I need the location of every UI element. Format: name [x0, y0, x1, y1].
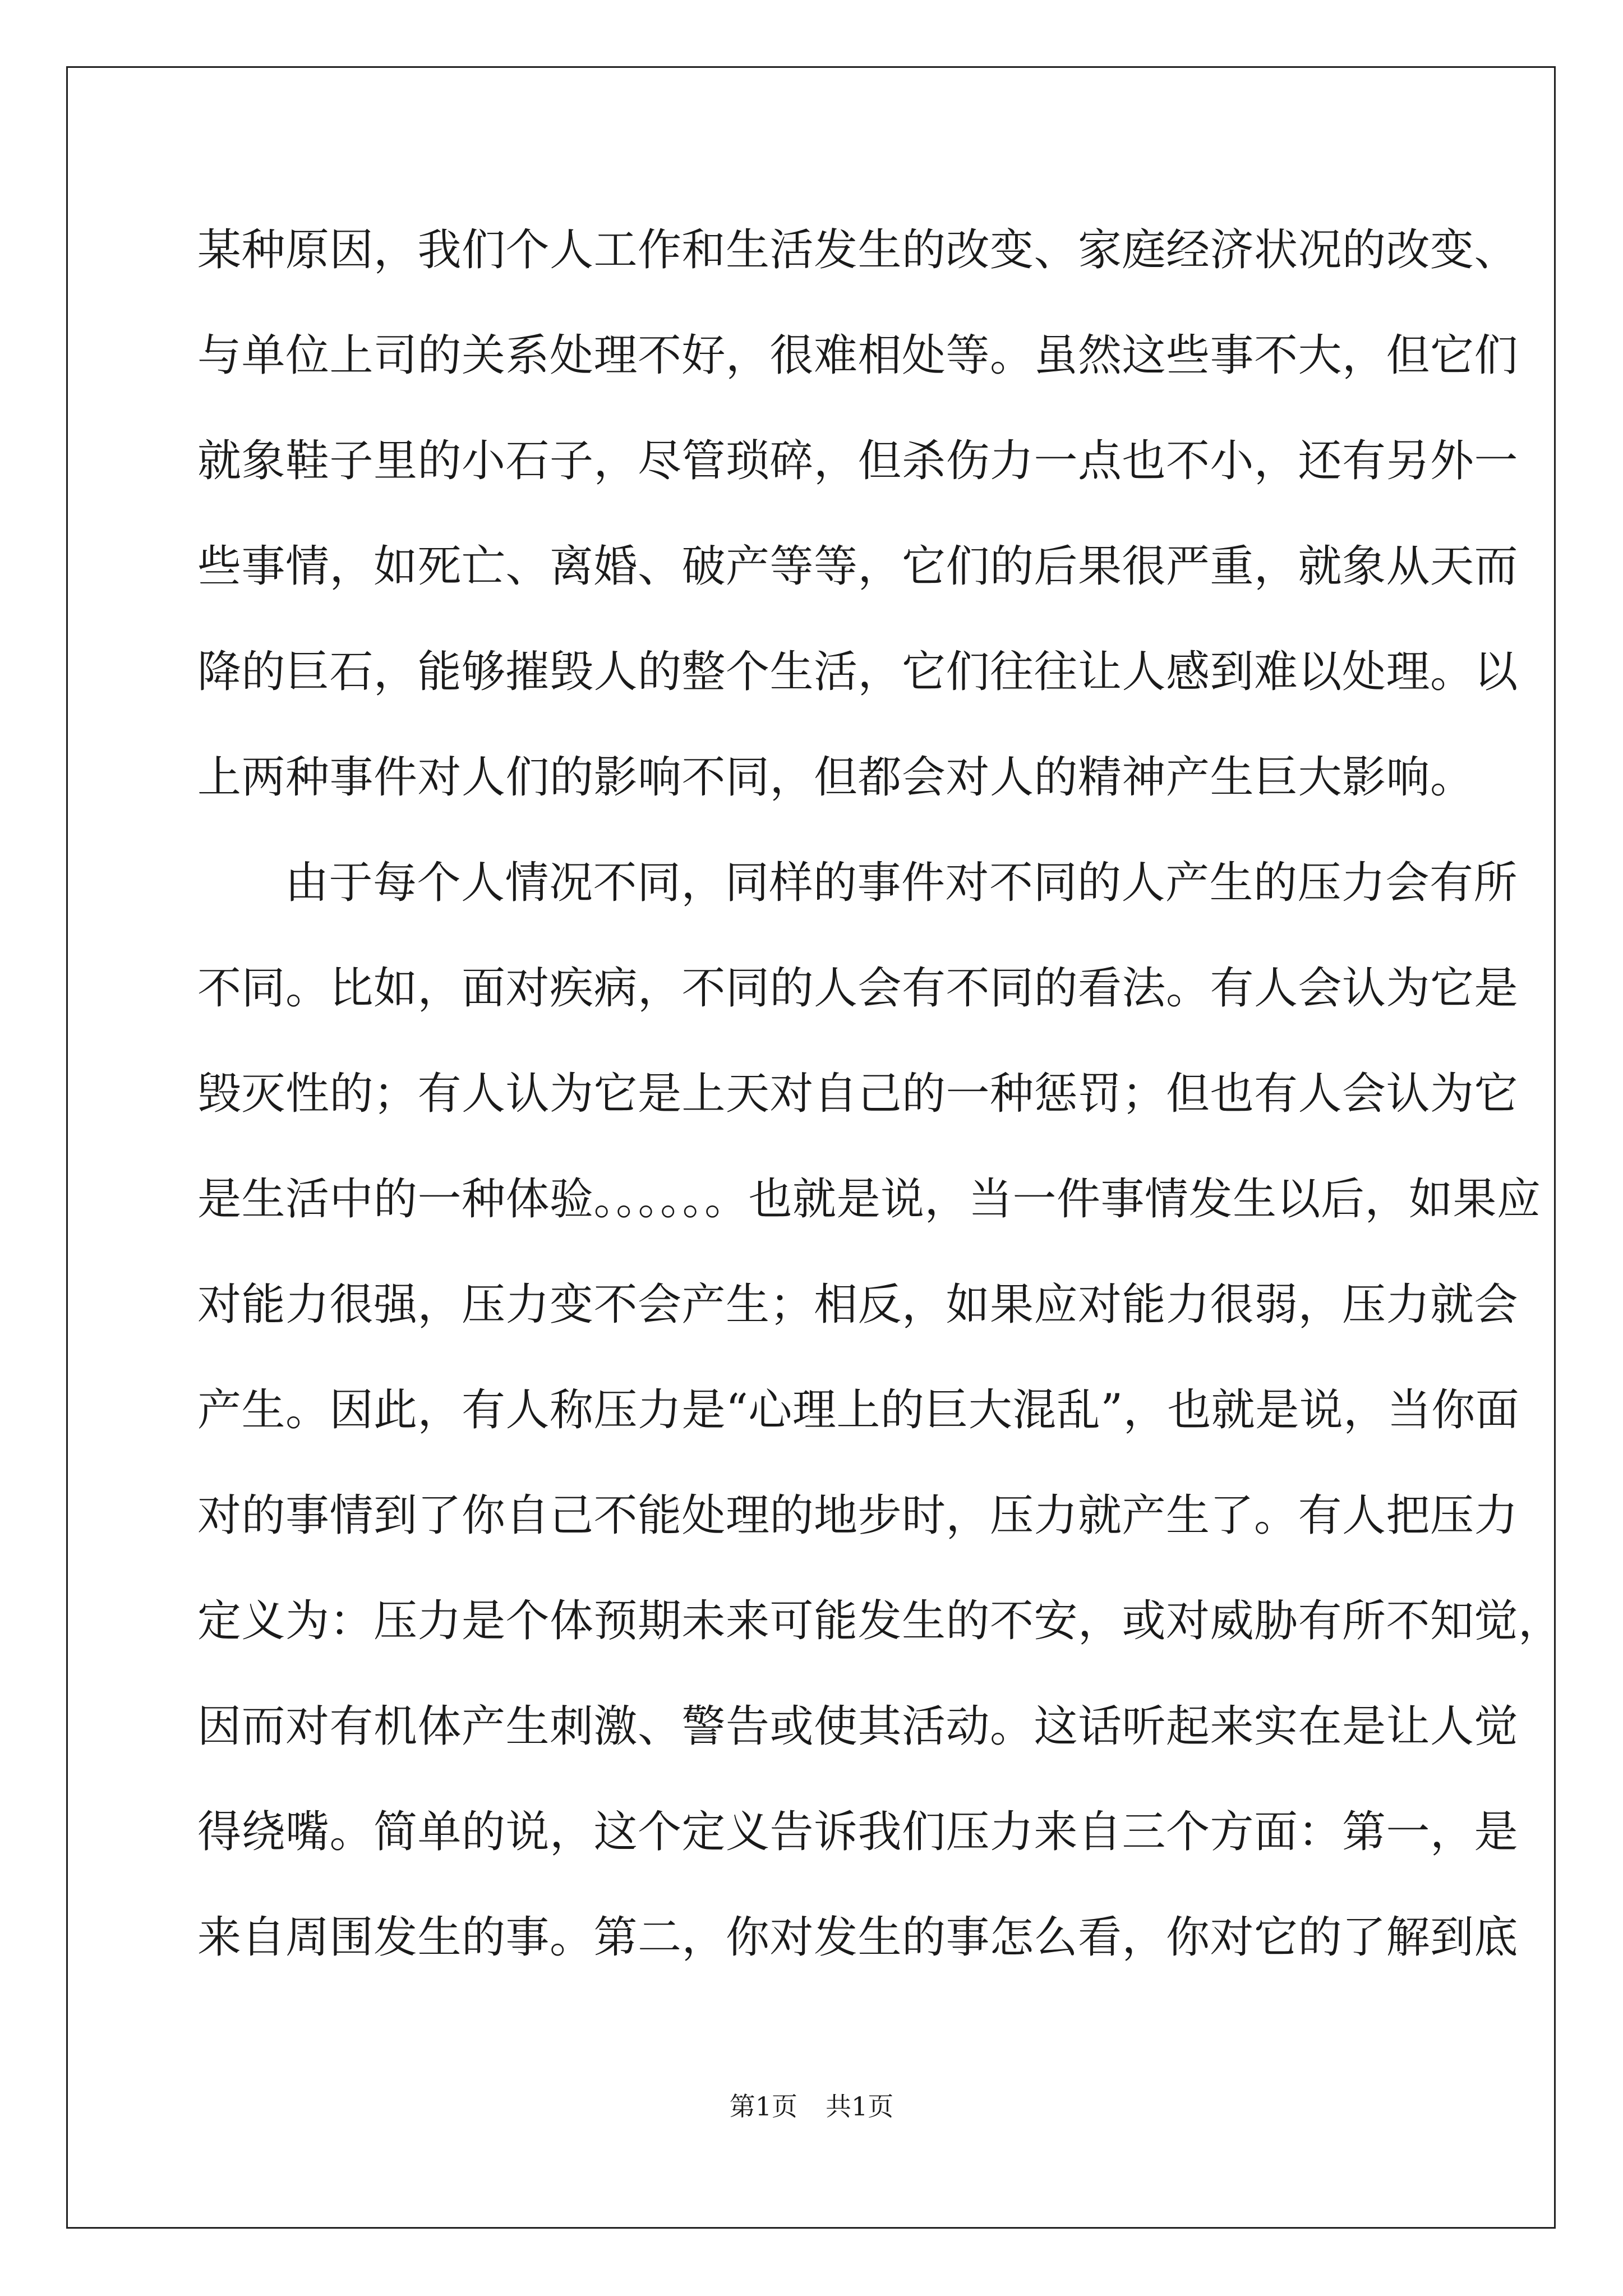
text-line: 对的事情到了你自己不能处理的地步时，压力就产生了。有人把压力 — [197, 1490, 1519, 1541]
page-number-total: 共1页 — [826, 2091, 894, 2122]
text-line: 与单位上司的关系处理不好，很难相处等。虽然这些事不大，但它们 — [197, 330, 1519, 381]
text-line: 些事情，如死亡、离婚、破产等等，它们的后果很严重，就象从天而 — [197, 541, 1519, 592]
text-line: 上两种事件对人们的影响不同，但都会对人的精神产生巨大影响。 — [197, 752, 1474, 803]
document-body — [197, 197, 1562, 1990]
text-line: 定义为：压力是个体预期未来可能发生的不安，或对威胁有所不知觉， — [197, 1596, 1562, 1646]
page-number-current: 第1页 — [729, 2091, 797, 2122]
text-line: 得绕嘴。简单的说，这个定义告诉我们压力来自三个方面：第一，是 — [197, 1807, 1519, 1857]
paragraph-start-line: 由于每个人情况不同，同样的事件对不同的人产生的压力会有所 — [285, 858, 1518, 908]
text-line: 降的巨石，能够摧毁人的整个生活，它们往往让人感到难以处理。以 — [197, 647, 1519, 697]
text-line: 对能力很强，压力变不会产生；相反，如果应对能力很弱，压力就会 — [197, 1280, 1519, 1330]
text-line: 某种原因，我们个人工作和生活发生的改变、家庭经济状况的改变、 — [197, 225, 1519, 275]
text-line: 来自周围发生的事。第二，你对发生的事怎么看，你对它的了解到底 — [197, 1912, 1519, 1963]
text-line: 是生活中的一种体验。。。。。。也就是说，当一件事情发生以后，如果应 — [197, 1174, 1541, 1225]
text-line: 产生。因此，有人称压力是“心理上的巨大混乱”，也就是说，当你面 — [197, 1385, 1520, 1435]
text-line: 毁灭性的；有人认为它是上天对自己的一种惩罚；但也有人会认为它 — [197, 1069, 1519, 1119]
text-line: 因而对有机体产生刺激、警告或使其活动。这话听起来实在是让人觉 — [197, 1701, 1519, 1752]
text-line: 就象鞋子里的小石子，尽管琐碎，但杀伤力一点也不小，还有另外一 — [197, 436, 1519, 486]
text-line: 不同。比如，面对疾病，不同的人会有不同的看法。有人会认为它是 — [197, 963, 1519, 1014]
page-footer — [0, 2090, 1623, 2123]
